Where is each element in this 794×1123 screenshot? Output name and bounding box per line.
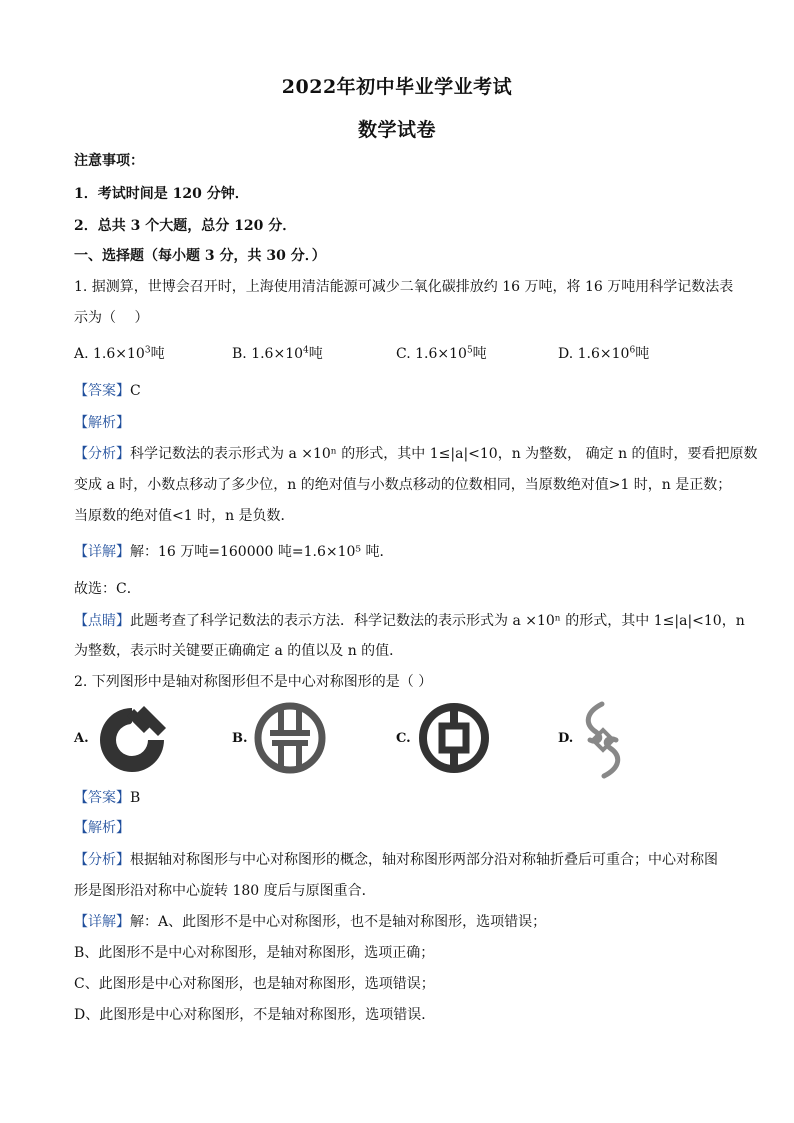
q2-xiangjie-line1: 【详解】解：A、此图形不是中心对称图形，也不是轴对称图形，选项错误； — [74, 914, 547, 930]
fenxi-tag: 【分析】 — [74, 446, 130, 462]
q2-fenxi-line1: 【分析】根据轴对称图形与中心对称图形的概念，轴对称图形两部分沿对称轴折叠后可重合；中心对称图 — [74, 852, 718, 868]
q1-option-b: B. $1.6\times 10^4$吨 — [232, 345, 323, 362]
fenxi-tag: 【分析】 — [74, 852, 130, 868]
q1-xiangjie: 【详解】解：16 万吨=160000 吨=1.6×10⁵ 吨． — [74, 544, 394, 560]
q1-fenxi-line3: 当原数的绝对值<1 时，n 是负数． — [74, 508, 295, 524]
q1-analysis-tag: 【解析】 — [74, 415, 130, 431]
q2-stem: 2. 下列图形中是轴对称图形但不是中心对称图形的是（ ） — [74, 674, 433, 690]
q1-fenxi-line1: 【分析】科学记数法的表示形式为 a ×10ⁿ 的形式，其中 1≤|a|<10，n 为整数， 确定 n 的值时，要看把原数 — [74, 446, 758, 462]
q1-stem-line1: 1. 据测算，世博会召开时，上海使用清洁能源可减少二氧化碳排放约 16 万吨，将 16 万吨用科学记数法表 — [74, 279, 734, 295]
q2-figure-b — [232, 700, 342, 780]
q2-figure-a — [74, 700, 184, 780]
xiangjie-tag: 【详解】 — [74, 544, 130, 560]
note-item-2: 2．总共 3 个大题，总分 120 分． — [74, 218, 297, 234]
q2-xiangjie-line4: D、此图形是中心对称图形，不是轴对称图形，选项错误． — [74, 1007, 436, 1023]
q2-figures — [74, 700, 714, 780]
q2-figure-c — [396, 700, 506, 780]
answer-value: C — [130, 383, 141, 399]
bank-logo-a-icon — [92, 700, 172, 776]
answer-tag: 【答案】 — [74, 383, 130, 399]
q1-dianjing-line2: 为整数，表示时关键要正确确定 a 的值以及 n 的值． — [74, 643, 404, 659]
q1-choose: 故选：C． — [74, 581, 141, 597]
q2-fenxi-line2: 形是图形沿对称中心旋转 180 度后与原图重合． — [74, 883, 376, 899]
q1-option-a: A. $1.6\times 10^3$吨 — [74, 345, 165, 362]
note-item-1: 1．考试时间是 120 分钟． — [74, 186, 249, 202]
q1-stem-line2: 示为（ ） — [74, 310, 149, 326]
answer-value: B — [130, 790, 141, 806]
q2-analysis-tag: 【解析】 — [74, 820, 130, 836]
notes-heading: 注意事项： — [74, 153, 144, 169]
q2-answer — [74, 787, 140, 807]
answer-tag: 【答案】 — [74, 790, 130, 806]
xiangjie-tag: 【详解】 — [74, 914, 130, 930]
bank-logo-c-icon — [418, 700, 490, 776]
q2-xiangjie-line3: C、此图形是中心对称图形，也是轴对称图形，选项错误； — [74, 976, 435, 992]
q2-xiangjie-line2: B、此图形不是中心对称图形，是轴对称图形，选项正确； — [74, 945, 435, 961]
figure-a-label: A. — [74, 731, 89, 746]
q1-options — [74, 343, 714, 365]
q2-figure-d — [558, 700, 668, 780]
dianjing-tag: 【点睛】 — [74, 613, 130, 629]
exam-title: 2022年初中毕业学业考试 — [281, 76, 513, 98]
figure-d-label: D. — [558, 731, 574, 746]
q1-option-c: C. $1.6\times 10^5$吨 — [396, 345, 487, 362]
figure-b-label: B. — [232, 731, 248, 746]
bank-logo-b-icon — [254, 700, 326, 776]
figure-c-label: C. — [396, 731, 411, 746]
q1-dianjing-line1: 【点睛】此题考查了科学记数法的表示方法．科学记数法的表示形式为 a ×10ⁿ 的形式，其中 1≤|a|<10，n — [74, 613, 745, 629]
bank-logo-d-icon — [578, 700, 628, 780]
exam-subtitle: 数学试卷 — [357, 119, 436, 141]
section-heading: 一、选择题（每小题 3 分，共 30 分．） — [74, 248, 326, 264]
q1-answer — [74, 380, 141, 400]
q1-fenxi-line2: 变成 a 时，小数点移动了多少位，n 的绝对值与小数点移动的位数相同，当原数绝对值>1 时，n 是正数； — [74, 477, 732, 493]
q1-option-d: D. $1.6\times 10^6$吨 — [558, 345, 650, 362]
